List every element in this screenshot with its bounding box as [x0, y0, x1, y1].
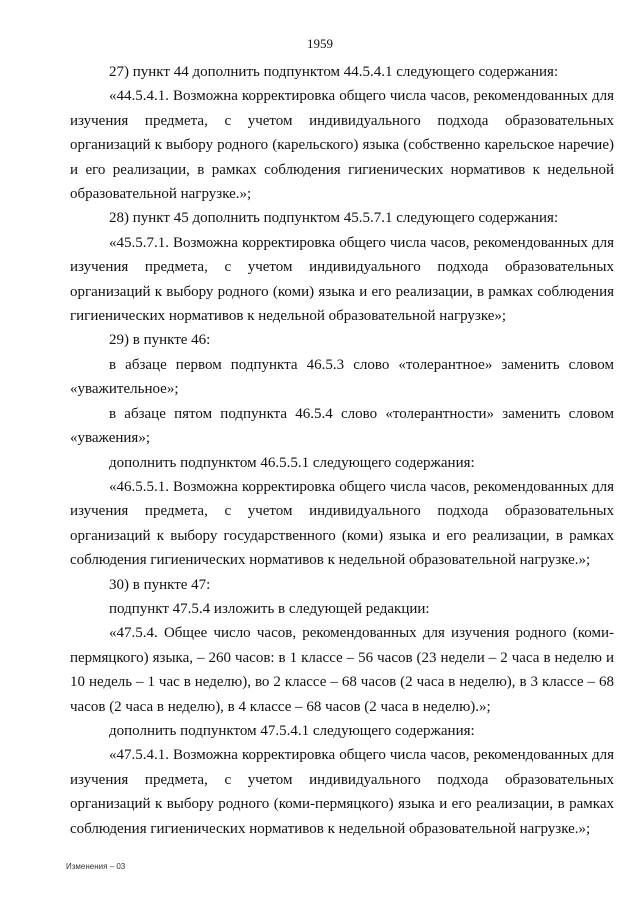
document-body — [70, 60, 614, 841]
footer-label: Изменения – 03 — [66, 862, 126, 871]
paragraph-item-27: 27) пункт 44 дополнить подпунктом 44.5.4.1 следующего содержания: — [109, 64, 559, 80]
paragraph-45-5-7-1: «45.5.7.1. Возможна корректировка общего числа часов, рекомендованных для изучения предмета, с учетом индивидуального подхода образовательных организаций к выбору родного (коми) языка и его реализации, в рамках соблюдения гигиенических нормативов к недельной образовательной нагрузке»; — [70, 234, 614, 325]
paragraph-46-5-5-1: «46.5.5.1. Возможна корректировка общего числа часов, рекомендованных для изучения предмета, с учетом индивидуального подхода образовательных организаций к выбору государственного (коми) языка и его реализации, в рамках соблюдения гигиенических нормативов к недельной образовательной нагрузке.»; — [70, 478, 614, 569]
paragraph-47-5-4-intro: подпункт 47.5.4 изложить в следующей редакции: — [109, 600, 430, 617]
paragraph-44-5-4-1: «44.5.4.1. Возможна корректировка общего числа часов, рекомендованных для изучения предмета, с учетом индивидуального подхода образовательных организаций к выбору родного (карельского) языка (собственно карельское наречие) и его реализации, в рамках соблюдения гигиенических нормативов к недельной образовательной нагрузке.»; — [70, 88, 614, 203]
page-number: 1959 — [307, 36, 333, 51]
paragraph-add-46-5-5-1: дополнить подпунктом 46.5.5.1 следующего содержания: — [109, 454, 475, 471]
paragraph-47-5-4: «47.5.4. Общее число часов, рекомендованных для изучения родного (коми-пермяцкого) языка, – 260 часов: в 1 классе – 56 часов (23 недели – 2 часа в неделю и 10 недель – 1 час в неделю), во 2 классе – 68 часов (2 часа в неделю), в 3 классе – 68 часов (2 часа в неделю), в 4 классе – 68 часов (2 часа в неделю).»; — [70, 625, 614, 715]
paragraph-46-5-4: в абзаце пятом подпункта 46.5.4 слово «толерантности» заменить словом «уважения»; — [70, 405, 614, 447]
paragraph-add-47-5-4-1: дополнить подпунктом 47.5.4.1 следующего содержания: — [109, 722, 475, 739]
paragraph-item-29: 29) в пункте 46: — [109, 332, 211, 349]
paragraph-47-5-4-1: «47.5.4.1. Возможна корректировка общего числа часов, рекомендованных для изучения предмета, с учетом индивидуального подхода образовательных организаций к выбору родного (коми-пермяцкого) языка и его реализации, в рамках соблюдения гигиенических нормативов к недельной образовательной нагрузке.»; — [70, 747, 614, 837]
paragraph-46-5-3: в абзаце первом подпункта 46.5.3 слово «толерантное» заменить словом «уважительное»; — [70, 356, 614, 398]
paragraph-item-30: 30) в пункте 47: — [109, 576, 211, 593]
paragraph-item-28: 28) пункт 45 дополнить подпунктом 45.5.7.1 следующего содержания: — [109, 210, 559, 227]
